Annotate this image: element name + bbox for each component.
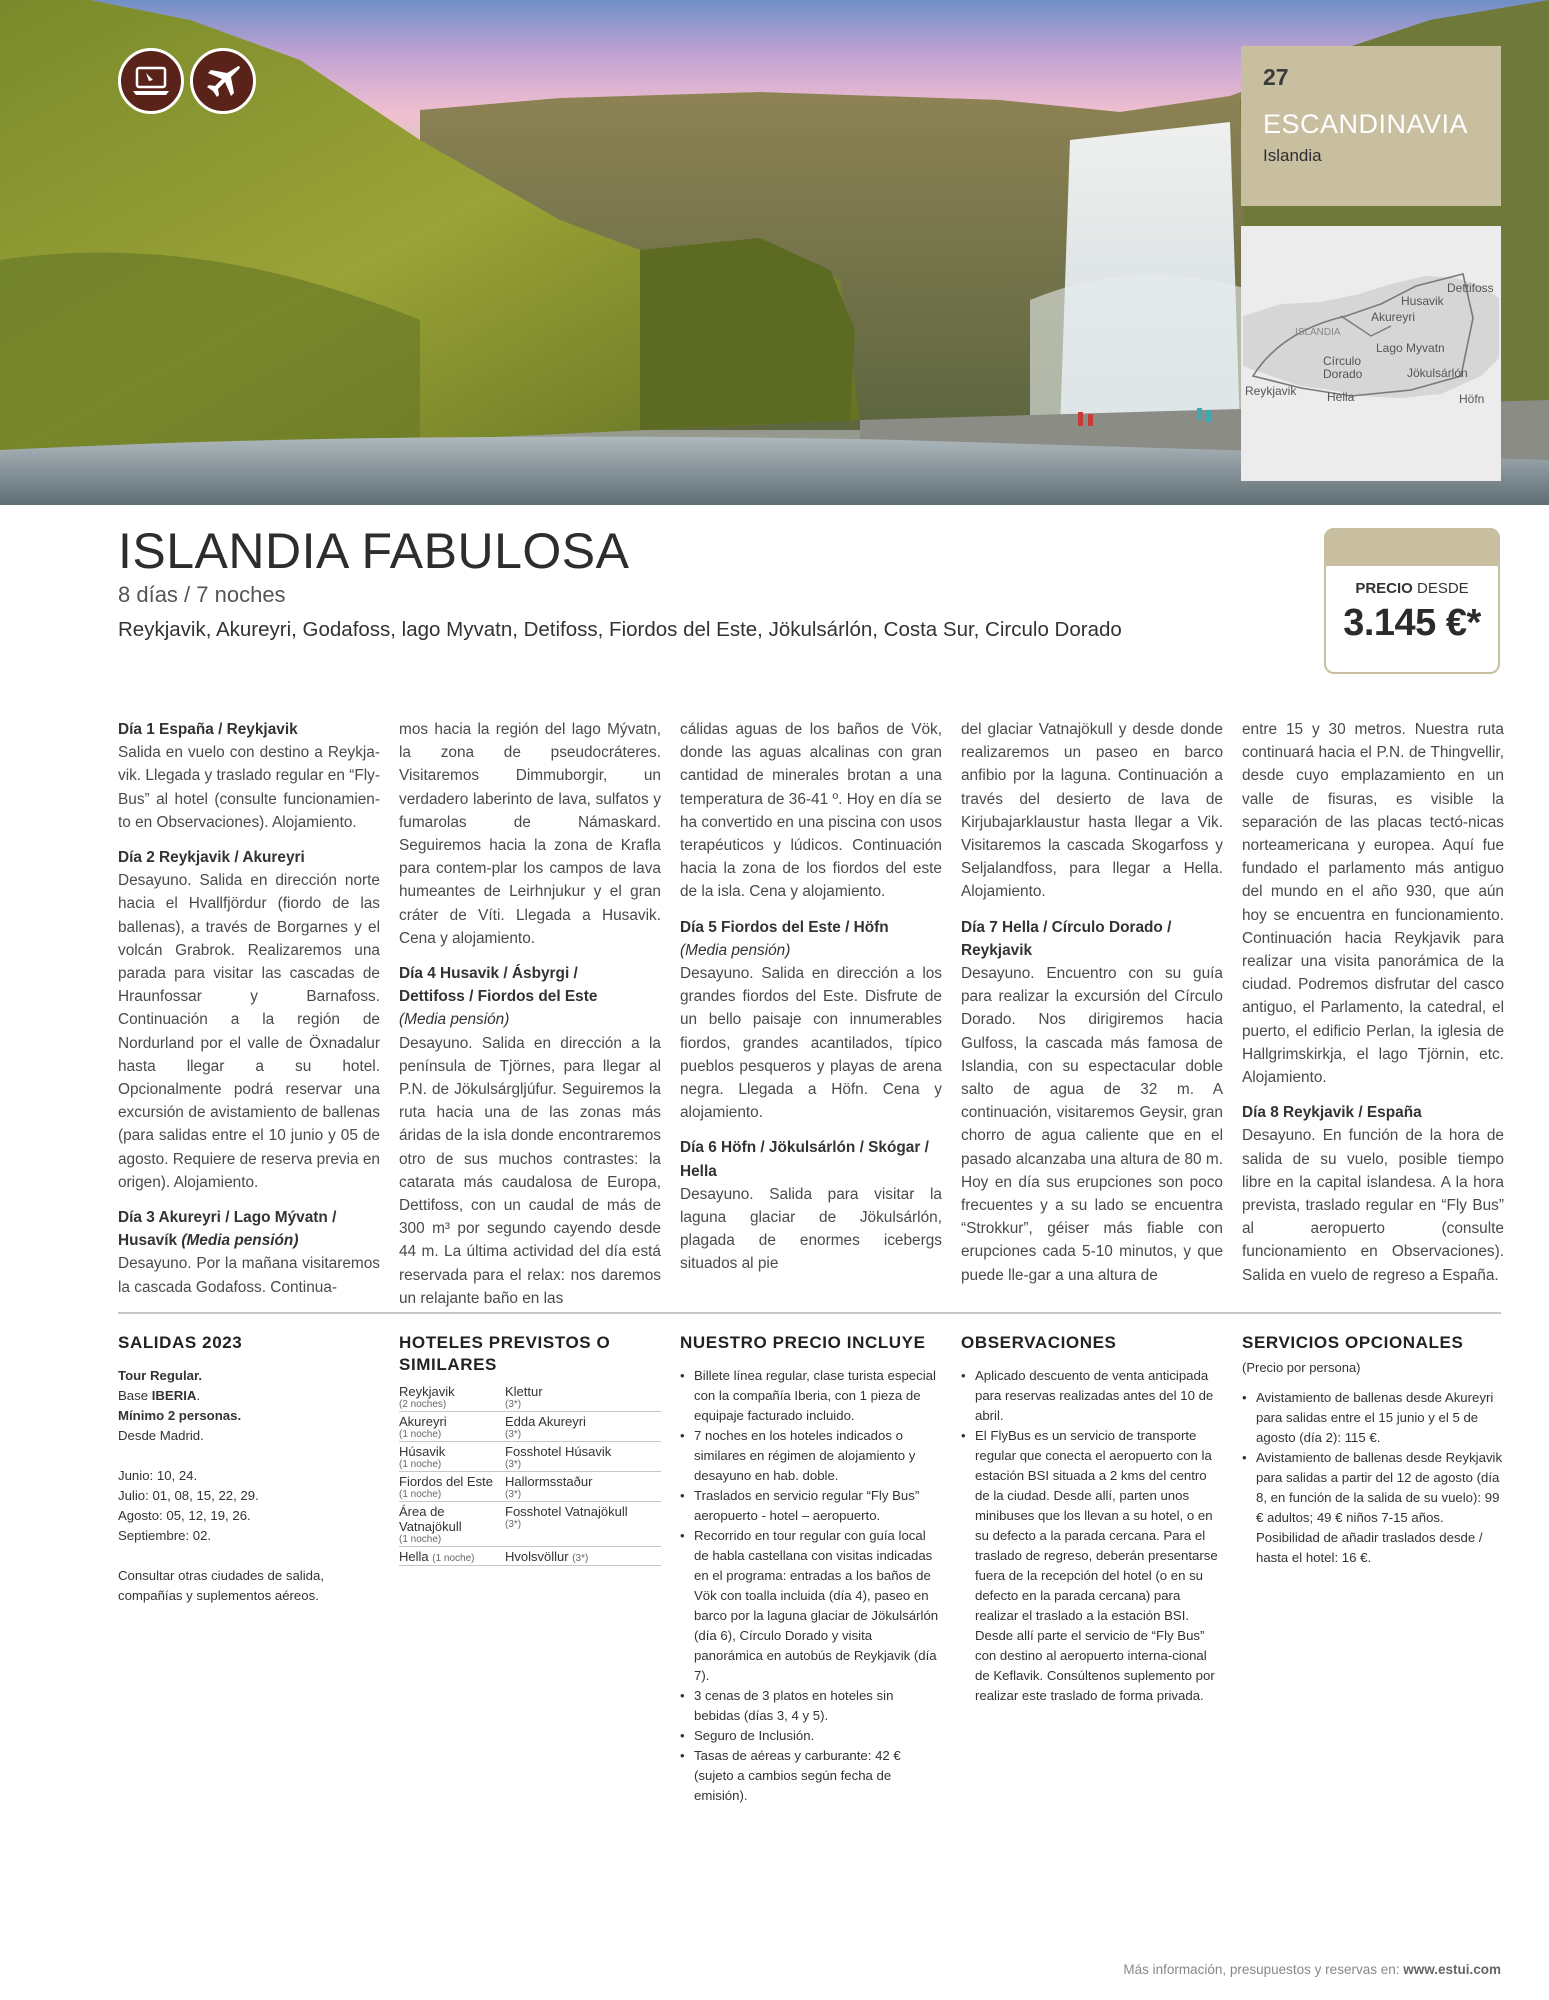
base-airline: IBERIA bbox=[151, 1388, 197, 1403]
hotel-city: Reykjavik bbox=[399, 1384, 455, 1399]
spacer bbox=[118, 1446, 380, 1466]
section-title: SERVICIOS OPCIONALES bbox=[1242, 1333, 1464, 1352]
day-text: cálidas aguas de los baños de Vök, donde las aguas alcalinas con gran cantidad de minerales brotan a una temperatura de 36-41 º. Hoy en día se ha convertido en una piscina con usos terapéuticos y lúdicos. Continuación hacia la zona de los fiordos del este de la isla. Cena y alojamiento. bbox=[680, 721, 942, 901]
itinerary-day-1 bbox=[118, 718, 380, 834]
hotel-nights: (1 noche) bbox=[399, 1459, 442, 1470]
list-item: • Recorrido en tour regular con guía local de habla castellana con visitas indicadas en el programa: entradas a los baños de Vök con toalla incluida (día 4), paseo en barco por la laguna glaciar de Jökulsárlón (día 6), Círculo Dorado y visita panorámica en autobús de Reykjavik (día 7). bbox=[680, 1526, 942, 1686]
itinerary-day-7-cont bbox=[1242, 718, 1504, 1089]
hotel-stars: (3*) bbox=[505, 1519, 522, 1530]
price-tab bbox=[1324, 528, 1500, 566]
day-text-line: to en Observaciones). Alojamiento. bbox=[118, 813, 357, 831]
tour-type: Tour Regular. bbox=[118, 1368, 203, 1383]
price-label bbox=[1326, 580, 1498, 597]
departure-dates-june: Junio: 10, 24. bbox=[118, 1468, 198, 1483]
meal-plan: (Media pensión) bbox=[181, 1232, 299, 1250]
itinerary-day-3 bbox=[118, 1206, 380, 1299]
footer-text: Más información, presupuestos y reservas en: bbox=[1123, 1962, 1404, 1977]
day-text: Desayuno. Salida para visitar la laguna glaciar de Jökulsárlón, plagada de enormes icebergs situados al pie bbox=[680, 1185, 942, 1273]
section-title: SALIDAS 2023 bbox=[118, 1333, 243, 1352]
map-label-dorado: Dorado bbox=[1323, 367, 1363, 381]
map-label-jokulsarlon: Jökulsárlón bbox=[1407, 366, 1468, 380]
hero-image bbox=[0, 0, 1549, 505]
day-text bbox=[118, 741, 380, 834]
itinerary-day-2 bbox=[118, 846, 380, 1194]
day-text: entre 15 y 30 metros. Nuestra ruta continuará hacia el P.N. de Thingvellir, desde cuyo emplazamiento en un valle de fisuras, es visible la separación de las placas tectó-nicas norteamericana y europea. Aquí fue fundado el parlamento más antiguo del mundo en el año 930, que aún hoy se encuentra en funcionamiento. Continuación hacia Reykjavik para realizar una visita panorámica de la ciudad. Podremos disfrutar del casco antiguo, el Parlamento, la catedral, el puerto, el edificio Perlan, la iglesia de Hallgrimskirkja, el lago Tjörnin, etc. Alojamiento. bbox=[1242, 721, 1504, 1087]
map-label-hofn: Höfn bbox=[1459, 392, 1485, 406]
hotel-name: Klettur bbox=[505, 1384, 543, 1399]
itinerary-day-7 bbox=[961, 916, 1223, 1287]
hotel-stars: (3*) bbox=[505, 1399, 522, 1410]
itinerary-column-1 bbox=[118, 718, 380, 1299]
hotel-nights: (1 noche) bbox=[399, 1534, 442, 1545]
optional-services-section bbox=[1242, 1332, 1504, 1568]
map-label-dettifoss: Dettifoss bbox=[1447, 281, 1494, 295]
destination-badge bbox=[1241, 46, 1501, 206]
list-item: • Traslados en servicio regular “Fly Bus” aeropuerto - hotel – aeropuerto. bbox=[680, 1486, 942, 1526]
map-label-islandia: ISLANDIA bbox=[1295, 327, 1341, 338]
itinerary-day-4-cont bbox=[680, 718, 942, 904]
includes-list bbox=[680, 1366, 942, 1806]
observations-section bbox=[961, 1332, 1223, 1706]
departure-dates-august: Agosto: 05, 12, 19, 26. bbox=[118, 1508, 251, 1523]
departure-dates-july: Julio: 01, 08, 15, 22, 29. bbox=[118, 1488, 259, 1503]
price-label-main: PRECIO bbox=[1355, 580, 1413, 597]
optional-services-list bbox=[1242, 1388, 1504, 1568]
hotel-city: Fiordos del Este bbox=[399, 1474, 493, 1489]
list-item: • 3 cenas de 3 platos en hoteles sin bebidas (días 3, 4 y 5). bbox=[680, 1686, 942, 1726]
table-row bbox=[399, 1547, 661, 1566]
departure-city: Desde Madrid. bbox=[118, 1428, 204, 1443]
day-text-line: Salida en vuelo con destino a Reykja- bbox=[118, 744, 380, 762]
hotel-name-cell bbox=[505, 1547, 661, 1566]
day-text: mos hacia la región del lago Mývatn, la zona de pseudocráteres. Visitaremos Dimmuborgir, un verdadero laberinto de lava, sulfatos y fumarolas de Námaskard. Seguiremos hacia la zona de Krafla para contem-plar los campos de lava humeantes de Leirhnjukur y el gran cráter de Víti. Llegada a Husavik. Cena y alojamiento. bbox=[399, 721, 661, 947]
day-text-line: Bus” al hotel (consulte funcionamien- bbox=[118, 790, 380, 808]
hotel-stars: (3*) bbox=[505, 1489, 522, 1500]
hotel-name-cell bbox=[505, 1502, 661, 1547]
trip-route: Reykjavik, Akureyri, Godafoss, lago Myvatn, Detifoss, Fiordos del Este, Jökulsárlón, Costa Sur, Circulo Dorado bbox=[118, 618, 1122, 641]
itinerary-column-4 bbox=[961, 718, 1223, 1287]
table-row bbox=[399, 1472, 661, 1502]
day-heading: Día 2 Reykjavik / Akureyri bbox=[118, 849, 305, 867]
itinerary-day-4 bbox=[399, 962, 661, 1310]
airplane-icon bbox=[190, 48, 256, 114]
meal-plan: (Media pensión) bbox=[399, 1011, 510, 1029]
hotels-table bbox=[399, 1382, 661, 1566]
hotel-city: Hella bbox=[399, 1549, 429, 1564]
hotel-stars: (3*) bbox=[505, 1459, 522, 1470]
hotel-nights: (1 noche) bbox=[432, 1553, 475, 1564]
hotel-city-cell bbox=[399, 1502, 505, 1547]
base-airline-line bbox=[118, 1386, 380, 1406]
hotel-city-cell bbox=[399, 1382, 505, 1412]
spacer bbox=[118, 1546, 380, 1566]
list-item: • Avistamiento de ballenas desde Reykjavik para salidas a partir del 12 de agosto (día 8, en función de la salida de su vuelo): 99 € adultos; 49 € niños 7-15 años. Posibilidad de añadir traslados desde / hasta el hotel: 16 €. bbox=[1242, 1448, 1504, 1568]
trip-duration: 8 días / 7 noches bbox=[118, 582, 286, 607]
day-heading-cont: Hella bbox=[680, 1162, 717, 1180]
hotel-name-cell bbox=[505, 1442, 661, 1472]
list-item: • 7 noches en los hoteles indicados o similares en régimen de alojamiento y desayuno en hab. doble. bbox=[680, 1426, 942, 1486]
day-heading: Día 8 Reykjavik / España bbox=[1242, 1104, 1422, 1122]
hotel-stars: (3*) bbox=[572, 1553, 589, 1564]
table-row bbox=[399, 1412, 661, 1442]
hotel-city-cell bbox=[399, 1412, 505, 1442]
hotel-name-cell bbox=[505, 1382, 661, 1412]
map-label-reykjavik: Reykjavik bbox=[1245, 384, 1297, 398]
price-includes-section bbox=[680, 1332, 942, 1806]
base-suffix: . bbox=[196, 1388, 201, 1403]
day-text: Desayuno. Salida en dirección norte hacia el Hvallfjördur (fiordo de las ballenas), a través de Borgarnes y el volcán Grabrok. Realizaremos una parada para visitar las cascadas de Hraunfossar y Barnafoss. Continuación a la región de Nordurland por el valle de Öxnadalur hasta llegar a su hotel. Opcionalmente podrá reservar una excursión de avistamiento de ballenas (para salidas entre el 10 junio y 05 de agosto. Requiere de reserva previa en origen). Alojamiento. bbox=[118, 872, 380, 1191]
list-item: • Avistamiento de ballenas desde Akureyri para salidas entre el 15 junio y el 5 de agosto (día 2): 115 €. bbox=[1242, 1388, 1504, 1448]
price-box bbox=[1324, 528, 1500, 674]
map-label-circulo: Círculo bbox=[1323, 354, 1362, 368]
itinerary-column-3 bbox=[680, 718, 942, 1276]
list-item: • El FlyBus es un servicio de transporte regular que conecta el aeropuerto con la estación BSI situada a 2 kms del centro de la ciudad. Desde allí, parten unos minibuses que los llevan a su hotel, o en su defecto a la parada cercana. Para el traslado de regreso, deberán presentarse fuera de la recepción del hotel (o en su defecto en la parada cercana) para realizar el traslado a la estación BSI. Desde allí parte el servicio de “Fly Bus” con destino al aeropuerto interna-cional de Keflavik. Consúltenos suplemento por realizar este traslado de forma privada. bbox=[961, 1426, 1223, 1706]
airplane-glyph bbox=[203, 61, 243, 101]
hotel-city-cell bbox=[399, 1472, 505, 1502]
price-label-suffix: DESDE bbox=[1417, 580, 1469, 597]
hotel-nights: (1 noche) bbox=[399, 1489, 442, 1500]
hotel-nights: (1 noche) bbox=[399, 1429, 442, 1440]
footer-website-link[interactable]: www.estui.com bbox=[1403, 1962, 1501, 1977]
hotel-city-cell bbox=[399, 1547, 505, 1566]
minimum-people: Mínimo 2 personas. bbox=[118, 1408, 242, 1423]
iceland-map-shape bbox=[1241, 226, 1501, 481]
page-number: 27 bbox=[1263, 64, 1289, 90]
hotel-city: Akureyri bbox=[399, 1414, 447, 1429]
departure-dates-september: Septiembre: 02. bbox=[118, 1528, 212, 1543]
table-row bbox=[399, 1382, 661, 1412]
day-heading: Día 1 España / Reykjavik bbox=[118, 721, 298, 738]
day-heading-part: Husavík bbox=[118, 1232, 182, 1250]
hotel-city: Área de Vatnajökull bbox=[399, 1504, 462, 1534]
country-name: Islandia bbox=[1263, 146, 1322, 165]
itinerary-day-5 bbox=[680, 916, 942, 1125]
hotel-city-cell bbox=[399, 1442, 505, 1472]
day-text: Desayuno. Por la mañana visitaremos la cascada Godafoss. Continua- bbox=[118, 1255, 380, 1296]
day-heading: Día 4 Husavik / Ásbyrgi / bbox=[399, 965, 578, 983]
hotel-name: Fosshotel Húsavik bbox=[505, 1444, 612, 1459]
itinerary-day-8 bbox=[1242, 1101, 1504, 1287]
departures-note: Consultar otras ciudades de salida, compañías y suplementos aéreos. bbox=[118, 1568, 324, 1603]
section-title: HOTELES PREVISTOS O SIMILARES bbox=[399, 1333, 611, 1374]
day-text: Desayuno. Salida en dirección a los grandes fiordos del Este. Disfrute de un bello paisaje con innumerables fiordos, grandes acantilados, típico pueblos pesqueros y playas de arena negra. Llegada a Höfn. Cena y alojamiento. bbox=[680, 965, 942, 1122]
itinerary-day-3-cont bbox=[399, 718, 661, 950]
hotel-name: Hallormsstaður bbox=[505, 1474, 593, 1489]
itinerary-day-6 bbox=[680, 1136, 942, 1275]
laptop-glyph bbox=[131, 64, 171, 98]
section-note: (Precio por persona) bbox=[1242, 1360, 1361, 1375]
section-title: NUESTRO PRECIO INCLUYE bbox=[680, 1333, 926, 1352]
region-name: ESCANDINAVIA bbox=[1263, 109, 1469, 139]
day-heading-cont: Reykjavik bbox=[961, 941, 1033, 959]
laptop-icon bbox=[118, 48, 184, 114]
day-heading-cont: Dettifoss / Fiordos del Este bbox=[399, 988, 598, 1006]
table-row bbox=[399, 1502, 661, 1547]
route-map bbox=[1241, 226, 1501, 481]
hotel-stars: (3*) bbox=[505, 1429, 522, 1440]
hotel-city: Húsavik bbox=[399, 1444, 446, 1459]
list-item: • Tasas de aéreas y carburante: 42 € (sujeto a cambios según fecha de emisión). bbox=[680, 1746, 942, 1806]
hotel-name: Fosshotel Vatnajökull bbox=[505, 1504, 628, 1519]
day-heading: Día 3 Akureyri / Lago Mývatn / bbox=[118, 1209, 337, 1227]
itinerary-column-2 bbox=[399, 718, 661, 1310]
list-item: • Seguro de Inclusión. bbox=[680, 1726, 942, 1746]
itinerary-column-5 bbox=[1242, 718, 1504, 1287]
section-title: OBSERVACIONES bbox=[961, 1333, 1117, 1352]
meal-plan: (Media pensión) bbox=[680, 941, 791, 959]
itinerary-day-6-cont bbox=[961, 718, 1223, 904]
map-label-hella: Hella bbox=[1327, 390, 1355, 404]
list-item: • Aplicado descuento de venta anticipada para reservas realizadas antes del 10 de abril. bbox=[961, 1366, 1223, 1426]
day-text: Desayuno. Encuentro con su guía para realizar la excursión del Círculo Dorado. Nos dirigiremos hacia Gulfoss, la cascada más famosa de Islandia, con su espectacular doble salto de agua de 32 m. A continuación, visitaremos Geysir, gran chorro de agua caliente que en el pasado alcanzaba una altura de 80 m. Hoy en día sus erupciones son poco frecuentes y a su lado se encuentra “Strokkur”, géiser más fiable con erupciones cada 5-10 minutos, y que puede lle-gar a una altura de bbox=[961, 965, 1223, 1284]
hotels-section bbox=[399, 1332, 661, 1566]
observations-list bbox=[961, 1366, 1223, 1706]
day-heading: Día 7 Hella / Círculo Dorado / bbox=[961, 918, 1172, 936]
day-text: del glaciar Vatnajökull y desde donde realizaremos un paseo en barco anfibio por la laguna. Continuación a través del desierto de lava de Kirjubajarklaustur hasta llegar a Vik. Visitaremos la cascada Skogarfoss y Seljalandfoss, para llegar a Hella. Alojamiento. bbox=[961, 721, 1223, 901]
footer bbox=[900, 1962, 1501, 1977]
base-prefix: Base bbox=[118, 1388, 152, 1403]
page-title: ISLANDIA FABULOSA bbox=[118, 523, 630, 579]
day-heading-cont bbox=[118, 1229, 380, 1252]
price-value: 3.145 €* bbox=[1343, 602, 1481, 644]
table-row bbox=[399, 1442, 661, 1472]
day-heading: Día 6 Höfn / Jökulsárlón / Skógar / bbox=[680, 1139, 929, 1157]
day-text-line: vik. Llegada y traslado regular en “Fly- bbox=[118, 767, 380, 785]
map-label-lago-myvatn: Lago Myvatn bbox=[1376, 341, 1445, 355]
map-label-husavik: Husavik bbox=[1401, 294, 1444, 308]
day-heading: Día 5 Fiordos del Este / Höfn bbox=[680, 918, 889, 936]
hotel-name: Edda Akureyri bbox=[505, 1414, 586, 1429]
day-text: Desayuno. Salida en dirección a la península de Tjörnes, para llegar al P.N. de Jökulsárgljúfur. Seguiremos la ruta hacia una de las zonas más áridas de la isla donde encontraremos otro de sus muchos contrastes: la catarata más caudalosa de Europa, Dettifoss, con un caudal de más de 300 m³ por segundo cayendo desde 44 m. La última actividad del día está reservada para el relax: nos daremos un relajante baño en las bbox=[399, 1034, 661, 1307]
hotel-name-cell bbox=[505, 1472, 661, 1502]
departures-section bbox=[118, 1332, 380, 1606]
list-item: • Billete línea regular, clase turista especial con la compañía Iberia, con 1 pieza de equipaje facturado incluido. bbox=[680, 1366, 942, 1426]
departures-details bbox=[118, 1366, 380, 1606]
hotel-name-cell bbox=[505, 1412, 661, 1442]
hotel-name: Hvolsvöllur bbox=[505, 1549, 569, 1564]
map-label-akureyri: Akureyri bbox=[1371, 310, 1416, 324]
section-divider bbox=[118, 1312, 1501, 1314]
day-text: Desayuno. En función de la hora de salida de su vuelo, posible tiempo libre en la capital islandesa. A la hora prevista, traslado regular en “Fly Bus” al aeropuerto (consulte funcionamiento en Observaciones). Salida en vuelo de regreso a España. bbox=[1242, 1127, 1504, 1284]
hotel-nights: (2 noches) bbox=[399, 1399, 447, 1410]
